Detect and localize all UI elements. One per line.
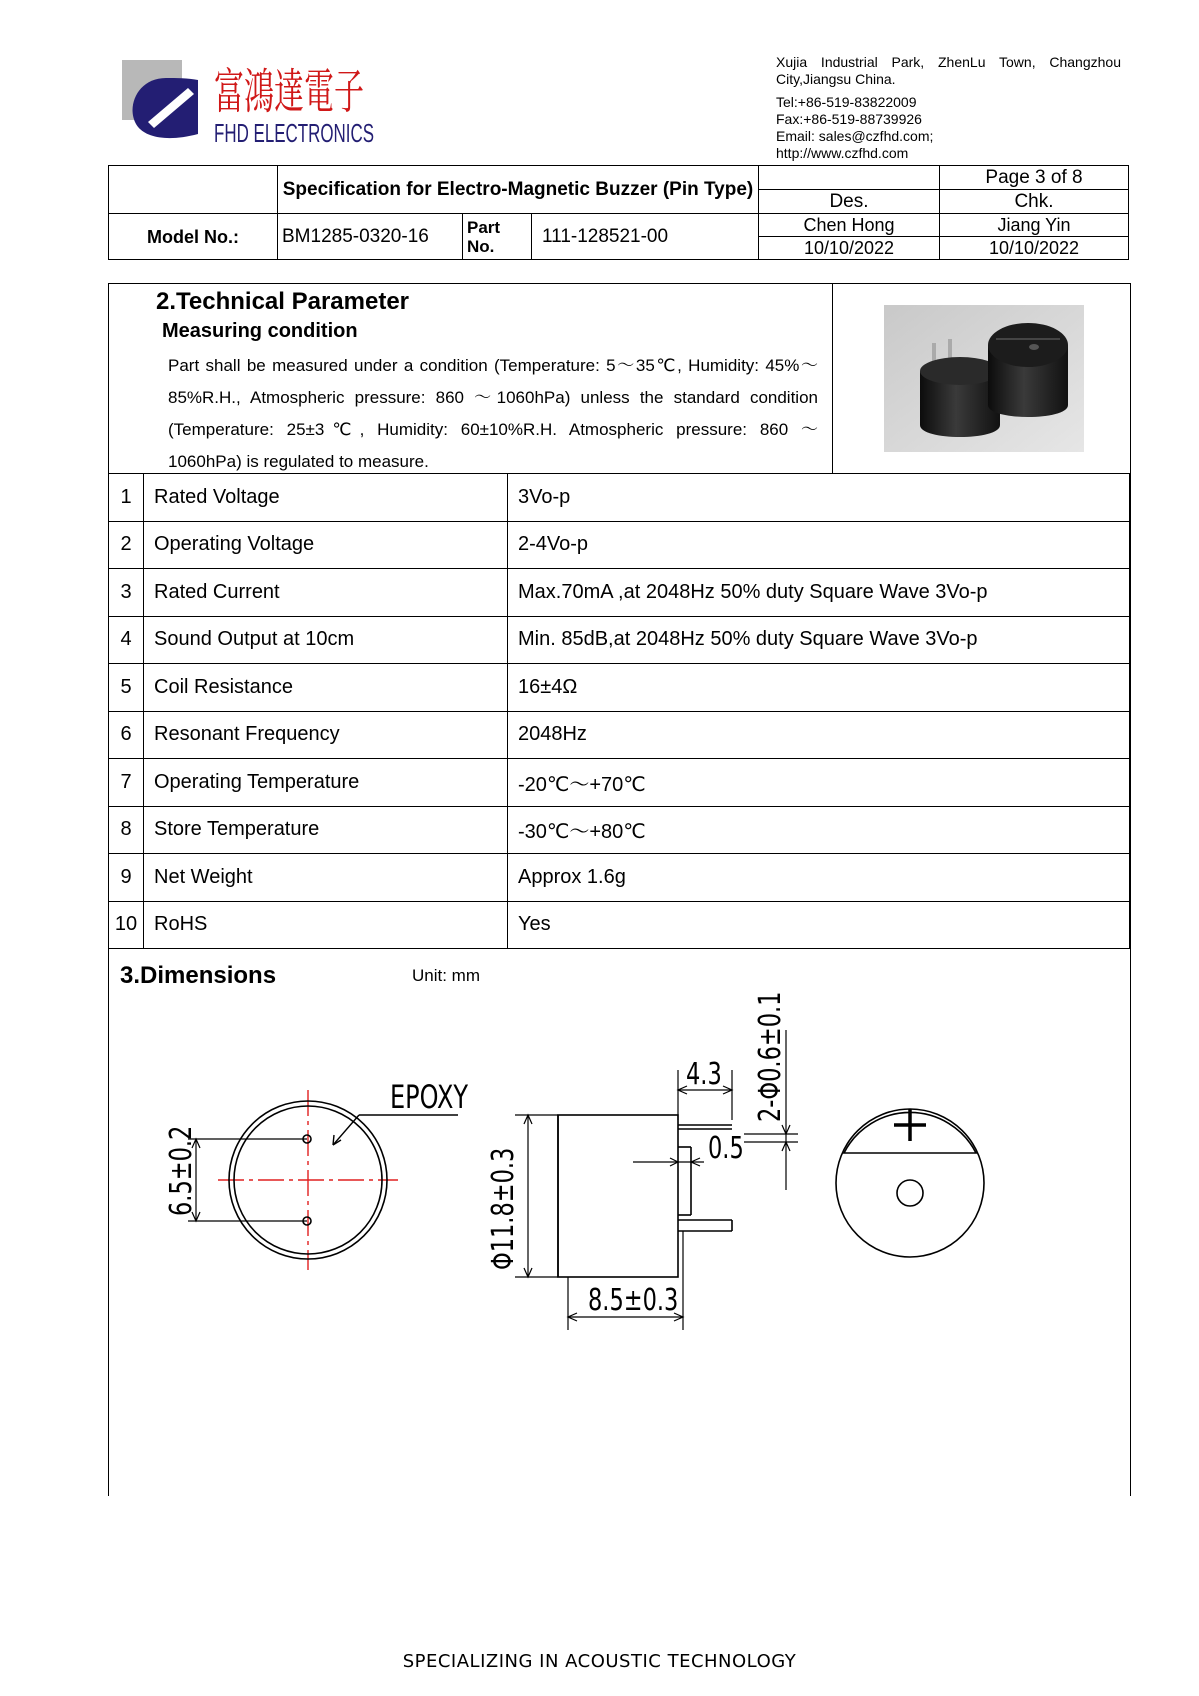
company-name-cn: 富鴻達電子 — [214, 64, 364, 120]
technical-title: 2.Technical Parameter — [156, 288, 410, 315]
param-name: Coil Resistance — [144, 664, 508, 712]
top-view — [836, 1109, 984, 1257]
dimension-drawing — [108, 991, 1129, 1450]
website: http://www.czfhd.com — [776, 145, 909, 161]
des-label: Des. — [759, 190, 940, 214]
param-number: 8 — [109, 806, 144, 854]
param-value: 16±4Ω — [508, 664, 1130, 712]
param-row — [109, 759, 1130, 807]
param-name: RoHS — [144, 901, 508, 949]
fax: Fax:+86-519-88739926 — [776, 111, 922, 127]
param-row — [109, 711, 1130, 759]
model-value: BM1285-0320-16 — [278, 214, 463, 260]
param-number: 1 — [109, 474, 144, 522]
param-value: Max.70mA ,at 2048Hz 50% duty Square Wave 3Vo-p — [508, 569, 1130, 617]
param-number: 9 — [109, 854, 144, 902]
model-label: Model No.: — [109, 214, 278, 260]
param-name: Operating Temperature — [144, 759, 508, 807]
param-row — [109, 664, 1130, 712]
dimensions-title: 3.Dimensions — [120, 962, 277, 989]
dimensions-unit: Unit: mm — [412, 966, 480, 985]
param-number: 10 — [109, 901, 144, 949]
email: Email: sales@czfhd.com; — [776, 128, 934, 144]
param-row — [109, 854, 1130, 902]
param-number: 6 — [109, 711, 144, 759]
param-value: 3Vo-p — [508, 474, 1130, 522]
param-name: Net Weight — [144, 854, 508, 902]
pin-diameter-label: 2-Φ0.6±0.1 — [752, 991, 788, 1122]
param-value: -30℃～+80℃ — [508, 806, 1130, 854]
param-name: Operating Voltage — [144, 521, 508, 569]
company-name-en: FHD ELECTRONICS — [214, 118, 374, 148]
bottom-view — [164, 1079, 469, 1270]
pin-gap-label: 0.5 — [708, 1130, 744, 1166]
param-name: Store Temperature — [144, 806, 508, 854]
tel: Tel:+86-519-83822009 — [776, 94, 917, 110]
condition-title: Measuring condition — [162, 320, 358, 342]
param-number: 2 — [109, 521, 144, 569]
param-number: 4 — [109, 616, 144, 664]
part-value: 111-128521-00 — [532, 214, 759, 260]
param-number: 3 — [109, 569, 144, 617]
des-name: Chen Hong — [759, 214, 940, 237]
param-row — [109, 474, 1130, 522]
param-number: 5 — [109, 664, 144, 712]
address-line-2: City,Jiangsu China. — [776, 71, 896, 87]
param-name: Rated Voltage — [144, 474, 508, 522]
diameter-label: Φ11.8±0.3 — [485, 1147, 521, 1270]
chk-name: Jiang Yin — [940, 214, 1129, 237]
param-row — [109, 901, 1130, 949]
param-value: 2-4Vo-p — [508, 521, 1130, 569]
param-row — [109, 521, 1130, 569]
spec-header-table — [108, 165, 1129, 260]
param-value: -20℃～+70℃ — [508, 759, 1130, 807]
company-logo — [118, 58, 398, 158]
param-row — [109, 616, 1130, 664]
pin-length-label: 4.3 — [686, 1056, 722, 1092]
parameter-table — [108, 473, 1130, 949]
address-block — [776, 71, 1121, 162]
address-line-1: Xujia Industrial Park, ZhenLu Town, Changzhou — [776, 54, 1121, 70]
param-row — [109, 806, 1130, 854]
param-name: Rated Current — [144, 569, 508, 617]
param-value: 2048Hz — [508, 711, 1130, 759]
condition-text: Part shall be measured under a condition (Temperature: 5～35℃, Humidity: 45%～85%R.H., Atmospheric pressure: 860 ～1060hPa) unless the standard condition (Temperature: 25±3℃, Humidity: 60±10%R.H. Atmospheric pressure: 860 ～1060hPa) is regulated to measure. — [168, 356, 818, 471]
page-number: Page 3 of 8 — [940, 166, 1129, 190]
footer-slogan: SPECIALIZING IN ACOUSTIC TECHNOLOGY — [402, 1651, 797, 1672]
chk-date: 10/10/2022 — [940, 237, 1129, 260]
side-view — [486, 992, 798, 1330]
product-photo — [884, 305, 1084, 452]
part-label: Part No. — [463, 214, 532, 260]
pin-spacing-label: 6.5±0.2 — [163, 1125, 199, 1216]
des-date: 10/10/2022 — [759, 237, 940, 260]
param-value: Yes — [508, 901, 1130, 949]
spec-title: Specification for Electro-Magnetic Buzzer (Pin Type) — [278, 166, 759, 214]
param-row — [109, 569, 1130, 617]
height-label: 8.5±0.3 — [588, 1282, 679, 1318]
param-name: Resonant Frequency — [144, 711, 508, 759]
epoxy-label: EPOXY — [390, 1078, 469, 1116]
param-value: Min. 85dB,at 2048Hz 50% duty Square Wave 3Vo-p — [508, 616, 1130, 664]
chk-label: Chk. — [940, 190, 1129, 214]
param-number: 7 — [109, 759, 144, 807]
param-value: Approx 1.6g — [508, 854, 1130, 902]
param-name: Sound Output at 10cm — [144, 616, 508, 664]
